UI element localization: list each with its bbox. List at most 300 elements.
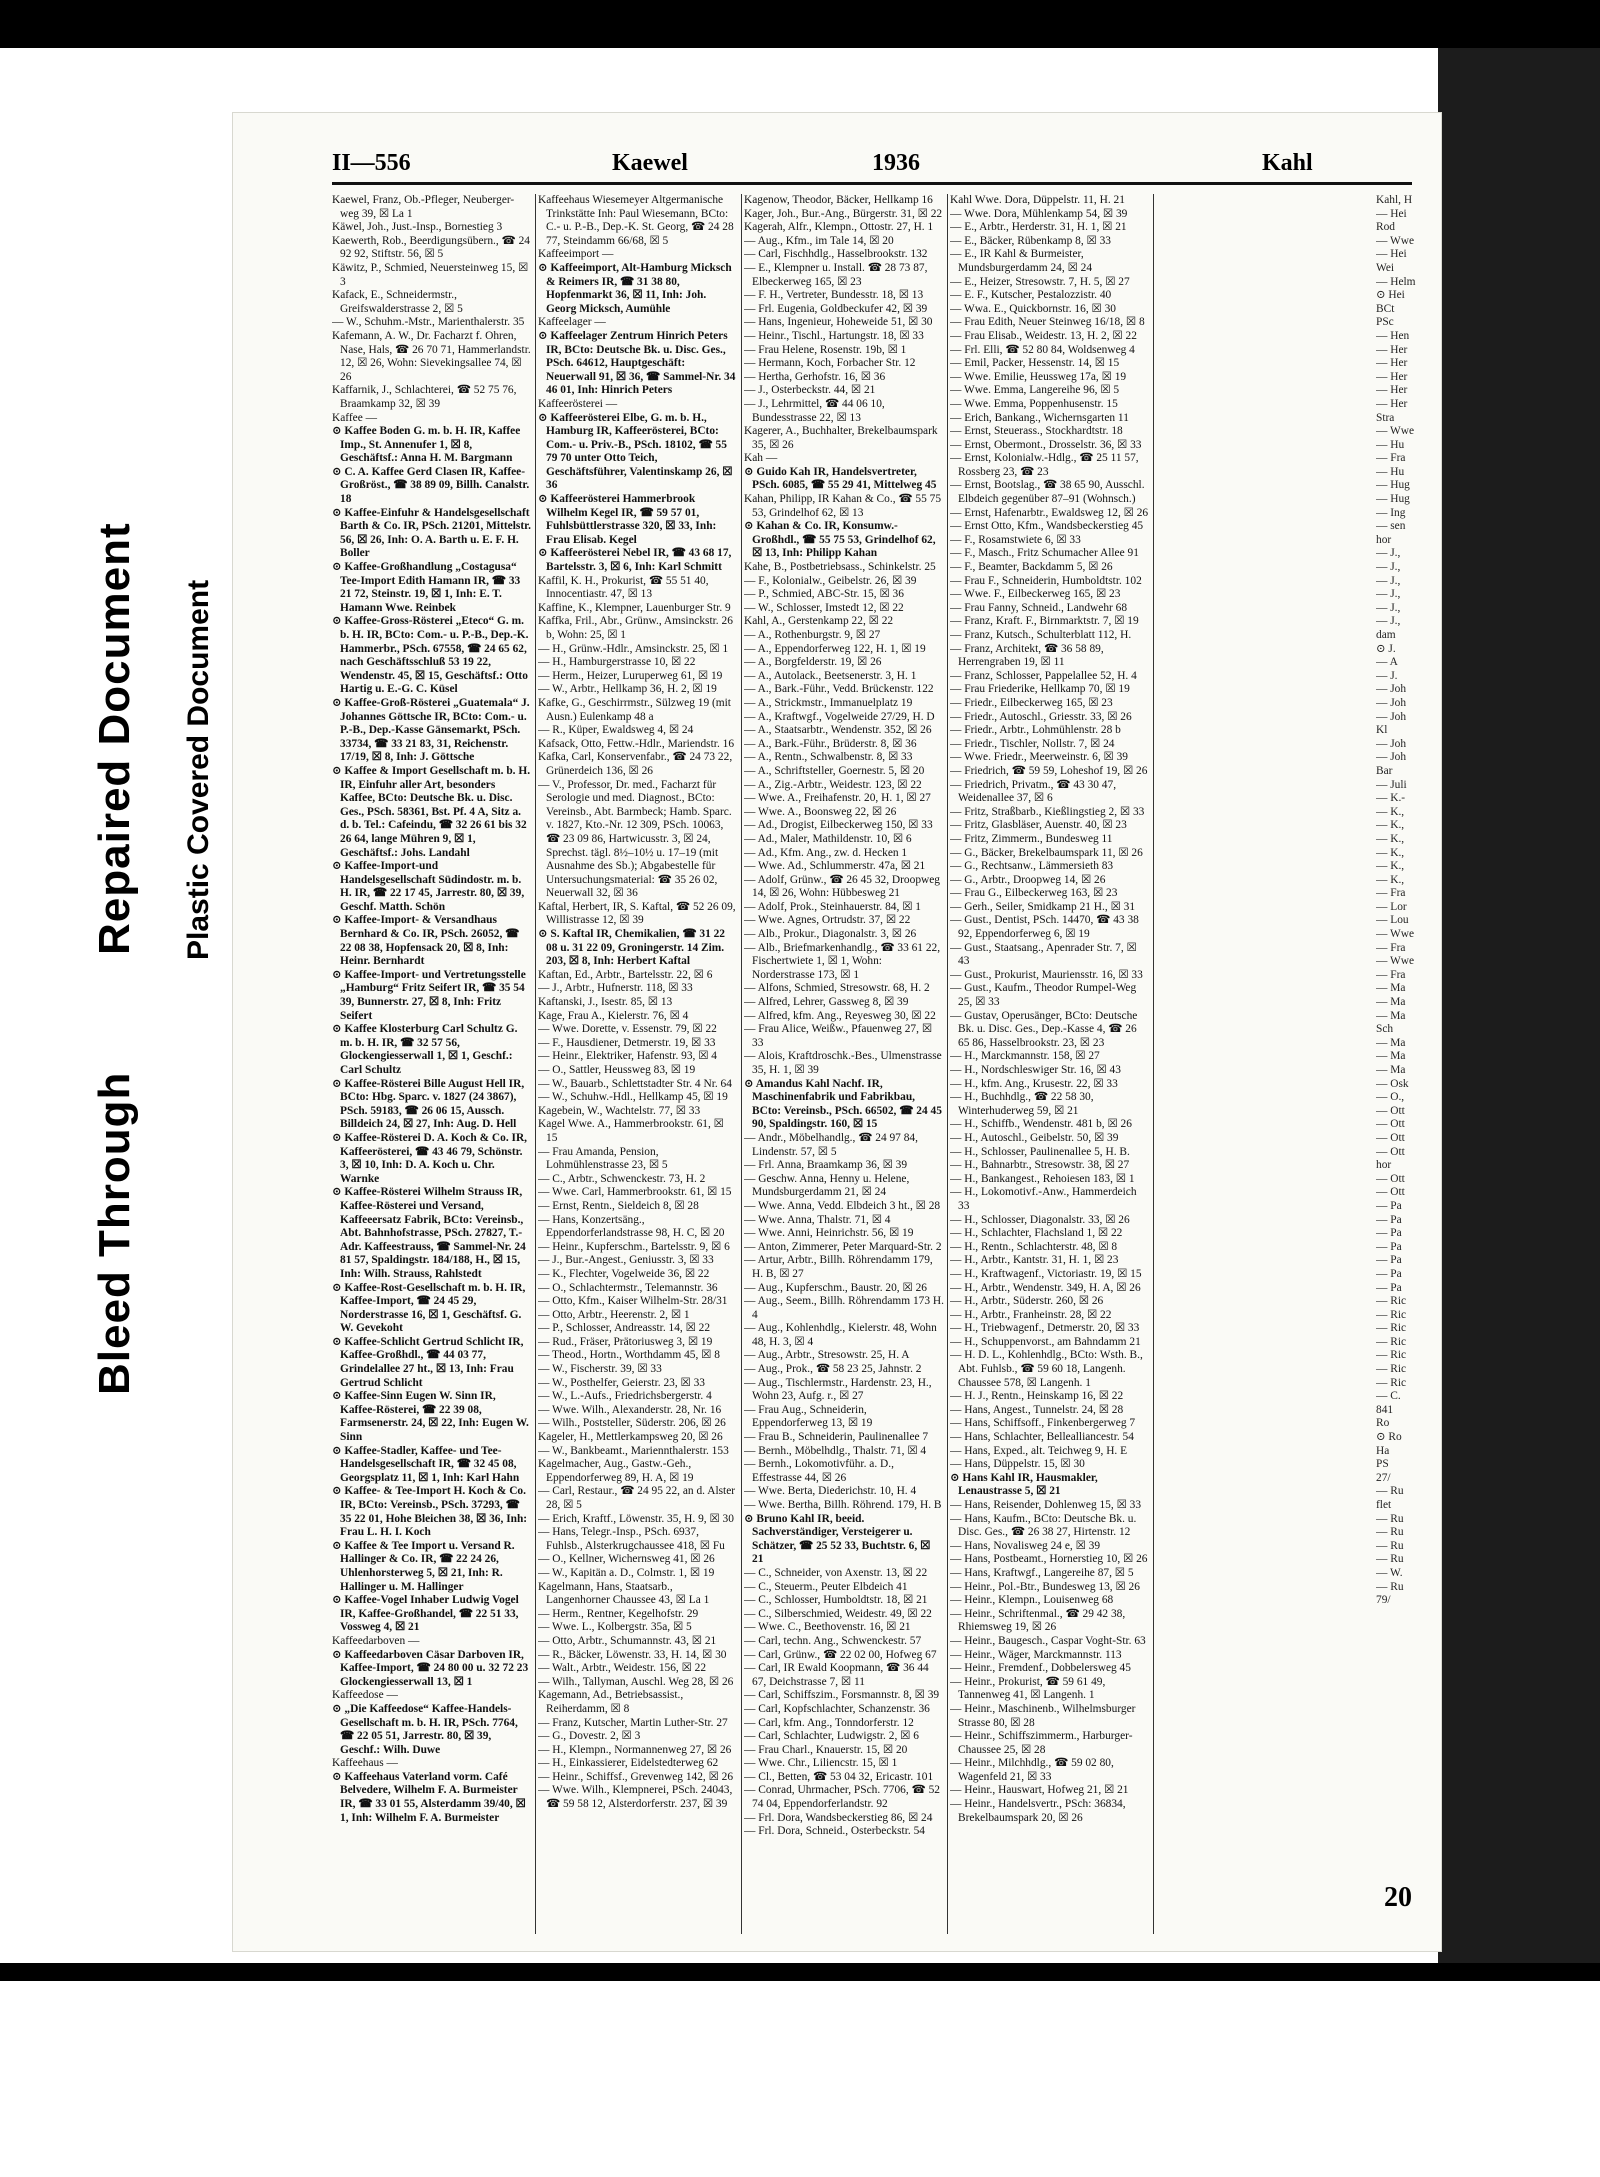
directory-entry: — Ad., Kfm. Ang., zw. d. Hecken 1 [744, 846, 908, 859]
directory-entry: — Heinr., Milchhdlg., ☎ 59 02 80, Wagenfeld 21, ☒ 33 [950, 1757, 1114, 1783]
directory-entry: — Frau Amanda, Pension, Lohmühlenstrasse 23, ☒ 5 [538, 1145, 668, 1172]
next-page-fragment: — Pa [1376, 1254, 1402, 1267]
directory-entry: — Hans, Kraftwgf., Langereihe 87, ☒ 5 [950, 1566, 1134, 1579]
directory-entry: — H. D. L., Kohlenhdlg., BCto: Wsth. B., Abt. Fuhlsb., ☎ 59 60 18, Langenh. Chaussee 578, ☒ Langenh. 1 [950, 1349, 1143, 1389]
directory-entry: — Friedr., Tischler, Nollstr. 7, ☒ 24 [950, 737, 1115, 750]
next-page-fragment: — Ric [1376, 1363, 1407, 1376]
directory-entry: — Wilh., Tallyman, Auschl. Weg 28, ☒ 26 [538, 1675, 734, 1688]
directory-entry: — F., Masch., Fritz Schumacher Allee 91 [950, 547, 1139, 560]
directory-entry: — Conrad, Uhrmacher, PSch. 7706, ☎ 52 74 04, Eppendorferlandstr. 92 [744, 1784, 940, 1811]
directory-entry: — Friedr., Eilbeckerweg 165, ☒ 23 [950, 696, 1113, 709]
directory-entry: — Fritz, Straßbarb., Kießlingstieg 2, ☒ 33 [950, 805, 1145, 818]
next-page-fragment: — J., [1376, 588, 1401, 601]
next-page-fragment: Kl [1376, 724, 1388, 737]
directory-entry: — Frl. Dora, Schneid., Osterbeckstr. 54 [744, 1825, 925, 1838]
directory-entry: — W., Schuhm.-Mstr., Marienthalerstr. 35 [332, 316, 525, 329]
directory-entry: — Wwe. C., Beethovenstr. 16, ☒ 21 [744, 1621, 911, 1634]
directory-entry: — Ernst, Kolonialw.-Hdlg., ☎ 25 11 57, Rossberg 23, ☎ 23 [950, 452, 1139, 478]
next-page-fragment: — Wwe [1376, 928, 1415, 941]
next-page-fragment: — Pa [1376, 1227, 1402, 1240]
directory-entry: Kagelmacher, Aug., Gastw.-Geh., Eppendorferweg 89, H. A, ☒ 19 [538, 1458, 694, 1484]
next-page-fragment: — Ott [1376, 1118, 1405, 1131]
directory-entry: ⊙ Kaffeeimport, Alt-Hamburg Micksch & Reimers IR, ☎ 31 38 80, Hopfenmarkt 36, ☒ 11, Inh: Joh. Georg Micksch, Aumühle [538, 261, 732, 315]
page-number: II—556 [332, 150, 411, 176]
directory-entry: — A., Schriftsteller, Goernestr. 5, ☒ 20 [744, 764, 925, 777]
directory-entry: Kaffeeimport — [538, 248, 614, 261]
column-divider [741, 194, 742, 1934]
directory-entry: — H., Grünw.-Hdlr., Amsinckstr. 25, ☒ 1 [538, 642, 729, 655]
left-headword: Kaewel [612, 150, 688, 176]
next-page-fragment: Wei [1376, 261, 1395, 274]
next-page-fragment: 79/ [1376, 1594, 1391, 1607]
directory-entry: — G., Arbtr., Droopweg 14, ☒ 26 [950, 873, 1106, 886]
directory-entry: — H., Triebwagenf., Detmerstr. 20, ☒ 33 [950, 1322, 1140, 1335]
directory-entry: — Gust., Kaufm., Theodor Rumpel-Weg 25, ☒ 33 [950, 982, 1137, 1009]
next-page-fragment: — Joh [1376, 751, 1407, 764]
directory-entry: — C., Schneider, von Axenstr. 13, ☒ 22 [744, 1566, 928, 1579]
directory-entry: Kahan, Philipp, IR Kahan & Co., ☎ 55 75 53, Grindelhof 62, ☒ 13 [744, 493, 942, 519]
directory-entry: — Aug., Kfm., im Tale 14, ☒ 20 [744, 234, 894, 247]
directory-entry: ⊙ Kaffee Klosterburg Carl Schultz G. m. b. H. IR, ☎ 32 57 56, Glockengiesserwall 1, ☒ 1, Geschf.: Carl Schultz [332, 1023, 518, 1076]
directory-entry: — Alb., Prokur., Diagonalstr. 3, ☒ 26 [744, 928, 917, 941]
directory-entry: — Wwe. Dorette, v. Essenstr. 79, ☒ 22 [538, 1023, 717, 1036]
next-page-fragment: — Her [1376, 384, 1408, 397]
directory-entry: — W., Fischerstr. 39, ☒ 33 [538, 1363, 662, 1376]
directory-entry: — Carl, Kopfschlachter, Schanzenstr. 36 [744, 1702, 930, 1715]
next-page-fragment: ⊙ Hei [1376, 289, 1405, 302]
directory-entry: — A., Eppendorferweg 122, H. 1, ☒ 19 [744, 642, 926, 655]
directory-entry: — Wwe. Emma, Langereihe 96, ☒ 5 [950, 384, 1120, 397]
directory-entry: Kagel Wwe. A., Hammerbrookstr. 61, ☒ 15 [538, 1118, 724, 1144]
directory-entry: ⊙ Kaffee-Import- & Versandhaus Bernhard & Co. IR, PSch. 26052, ☎ 22 08 38, Hopfensack 20, ☒ 8, Inh: Heinr. Bernhardt [332, 914, 520, 968]
next-page-fragment: — Ott [1376, 1131, 1405, 1144]
directory-entry: — H., Schlosser, Diagonalstr. 33, ☒ 26 [950, 1213, 1130, 1226]
directory-entry: — Gerh., Seiler, Smidkamp 21 H., ☒ 31 [950, 900, 1136, 913]
next-page-fragment: Sch [1376, 1023, 1394, 1036]
directory-entry: ⊙ Kaffeedarboven Cäsar Darboven IR, Kaffee-Import, ☎ 24 80 00 u. 32 72 23 Glockengiesserwall 13, ☒ 1 [332, 1648, 529, 1688]
directory-entry: Kagerer, A., Buchhalter, Brekelbaumspark 35, ☒ 26 [744, 425, 938, 451]
directory-entry: — Herm., Rentner, Kegelhofstr. 29 [538, 1607, 699, 1620]
page-header [332, 150, 1412, 182]
directory-entry: — Wwe. A., Boonsweg 22, ☒ 26 [744, 805, 897, 818]
directory-entry: Kaffeedose — [332, 1689, 398, 1702]
directory-entry: — Frl. Anna, Braamkamp 36, ☒ 39 [744, 1159, 908, 1172]
directory-entry: — Wwe. Dora, Mühlenkamp 54, ☒ 39 [950, 207, 1128, 220]
directory-entry: — Geschw. Anna, Henny u. Helene, Mundsburgerdamm 21, ☒ 24 [744, 1172, 910, 1199]
directory-entry: — Frau B., Schneiderin, Paulinenallee 7 [744, 1431, 929, 1444]
directory-page [232, 112, 1442, 1952]
next-page-fragment: — Ru [1376, 1512, 1404, 1525]
directory-entry: — Frau G., Eilbeckerweg 163, ☒ 23 [950, 887, 1118, 900]
directory-entry: Kagerah, Alfr., Klempn., Ottostr. 27, H. 1 [744, 221, 934, 234]
directory-entry: ⊙ Kaffeehaus Vaterland vorm. Café Belvedere, Wilhelm F. A. Burmeister IR, ☎ 33 01 55, Alsterdamm 39/40, ☒ 1, Inh: Wilhelm F. A. Burmeister [332, 1770, 526, 1824]
directory-entry: — G., Rechtsanw., Lämmersieth 83 [950, 860, 1114, 873]
directory-entry: — H., Arbtr., Franheinstr. 28, ☒ 22 [950, 1308, 1112, 1321]
directory-entry: — Heinr., Schiffsf., Grevenweg 142, ☒ 26 [538, 1770, 734, 1783]
directory-entry: — H., Arbtr., Wendenstr. 349, H. A, ☒ 26 [950, 1281, 1141, 1294]
directory-entry: ⊙ Kaffee & Tee Import u. Versand R. Hallinger & Co. IR, ☎ 22 24 26, Uhlenhorsterweg 5, ☒ 21, Inh: R. Hallinger u. M. Hallinger [332, 1539, 515, 1593]
directory-entry: ⊙ Guido Kah IR, Handelsvertreter, PSch. 6085, ☎ 55 29 41, Mittelweg 45 [744, 465, 937, 492]
directory-entry: — Heinr., Klempn., Louisenweg 68 [950, 1594, 1114, 1607]
next-page-fragment: — Hei [1376, 207, 1407, 220]
directory-entry: Kah — [744, 452, 778, 465]
directory-entry: — Carl, IR Ewald Koopmann, ☎ 36 44 67, Deichstrasse 7, ☒ 11 [744, 1662, 929, 1688]
directory-entry: — E., Bäcker, Rübenkamp 8, ☒ 33 [950, 234, 1111, 247]
directory-entry: Kaftal, Herbert, IR, S. Kaftal, ☎ 52 26 09, Willistrasse 12, ☒ 39 [538, 900, 736, 927]
next-page-fragment: — Hu [1376, 438, 1405, 451]
directory-entry: Kahe, B., Postbetriebsass., Schinkelstr. 25 [744, 561, 936, 574]
next-page-fragment: — Ott [1376, 1104, 1405, 1117]
next-page-fragment: — Her [1376, 370, 1408, 383]
directory-entry: — Gust., Prokurist, Mauriensstr. 16, ☒ 33 [950, 968, 1143, 981]
directory-entry: — Friedr., Autoschl., Griesstr. 33, ☒ 26 [950, 710, 1132, 723]
directory-entry: — H., Arbtr., Kantstr. 31, H. 1, ☒ 23 [950, 1254, 1119, 1267]
right-headword: Kahl [1262, 150, 1313, 176]
directory-entry: Kafsack, Otto, Fettw.-Hdlr., Mariendstr. 16 [538, 737, 735, 750]
directory-entry: — Heinr., Fremdenf., Dobbelersweg 45 [950, 1662, 1131, 1675]
directory-entry: — Carl, Restaur., ☎ 24 95 22, an d. Alster 28, ☒ 5 [538, 1485, 736, 1511]
directory-entry: — Wilh., Poststeller, Süderstr. 206, ☒ 26 [538, 1417, 726, 1430]
next-page-fragment: — Her [1376, 357, 1408, 370]
next-page-fragment: ⊙ J. [1376, 642, 1396, 655]
directory-entry: — P., Schlosser, Andreasstr. 14, ☒ 22 [538, 1322, 711, 1335]
directory-entry: — Franz, Architekt, ☎ 36 58 89, Herrengraben 19, ☒ 11 [950, 642, 1104, 669]
next-page-fragment: Bar [1376, 764, 1393, 777]
directory-entry: — Frau Aug., Schneiderin, Eppendorferweg 13, ☒ 19 [744, 1403, 873, 1430]
next-page-fragment: — C. [1376, 1390, 1401, 1403]
directory-entry: ⊙ Kaffeerösterei Nebel IR, ☎ 43 68 17, Bartelsstr. 3, ☒ 6, Inh: Karl Schmitt [538, 547, 732, 574]
directory-entry: ⊙ „Die Kaffeedose“ Kaffee-Handels-Gesellschaft m. b. H. IR, PSch. 7764, ☎ 22 05 51, Jarrestr. 80, ☒ 39, Geschf.: Wilh. Duwe [332, 1702, 518, 1756]
directory-entry: — Wwe. Emma, Poppenhusenstr. 15 [950, 397, 1118, 410]
directory-entry: — Frau Charl., Knauerstr. 15, ☒ 20 [744, 1743, 908, 1756]
directory-entry: — G., Dovestr. 2, ☒ 3 [538, 1730, 641, 1743]
directory-entry: — A., Bark.-Führ., Brüderstr. 8, ☒ 36 [744, 737, 917, 750]
next-page-fragment: — K., [1376, 873, 1405, 886]
scan-top-border [0, 0, 1600, 48]
directory-entry: ⊙ Kaffeerösterei Hammerbrook Wilhelm Kegel IR, ☎ 59 57 01, Fuhlsbüttlerstrasse 320, ☒ 33, Inh: Frau Elisab. Kegel [538, 493, 717, 546]
directory-entry: — V., Professor, Dr. med., Facharzt für Serologie und med. Diagnost., BCto: Vereinsb., Abt. Barmbeck; Hamb. Sparc. v. 1827, Kto.-Nr. 12 309, PSch. 10063, ☎ 23 09 86, Hartwicusstr. 3, ☒ 24, Sprechst. tägl. 8½–10½ u. 17–19 (mit Ausnahme des Sb.); Abgabestelle für Untersuchungsmaterial: ☎ 35 26 02, Neuerwall 32, ☒ 36 [538, 778, 732, 900]
directory-entry: — J., Lehrmittel, ☎ 44 06 10, Bundesstrasse 22, ☒ 13 [744, 397, 885, 424]
directory-entry: — A., Rentn., Schwalbenstr. 8, ☒ 33 [744, 751, 913, 764]
directory-entry: — C., Arbtr., Schwenckestr. 73, H. 2 [538, 1172, 706, 1185]
directory-entry: Käwel, Joh., Just.-Insp., Bornestieg 3 [332, 221, 503, 234]
directory-entry: — H., Hamburgerstrasse 10, ☒ 22 [538, 656, 696, 669]
directory-entry: — Heinr., Wäger, Marckmannstr. 113 [950, 1648, 1122, 1661]
directory-entry: — J., Osterbeckstr. 44, ☒ 21 [744, 384, 876, 397]
directory-entry: Kageler, H., Mettlerkampsweg 20, ☒ 26 [538, 1431, 723, 1444]
directory-entry: — Wwe. Ad., Schlummerstr. 47a, ☒ 21 [744, 860, 926, 873]
directory-entry: Kaftanski, J., Isestr. 85, ☒ 13 [538, 996, 673, 1009]
next-page-fragment: — Joh [1376, 696, 1407, 709]
directory-entry: Kaffeedarboven — [332, 1634, 420, 1647]
next-page-fragment: — Osk [1376, 1077, 1409, 1090]
directory-entry: Kahl, A., Gerstenkamp 22, ☒ 22 [744, 615, 894, 628]
next-page-fragment: — J., [1376, 601, 1401, 614]
label-repaired-document: Repaired Document [90, 522, 139, 955]
directory-entry: — Aug., Kupferschm., Baustr. 20, ☒ 26 [744, 1281, 927, 1294]
directory-entry: ⊙ Kaffee-Einfuhr & Handelsgesellschaft Barth & Co. IR, PSch. 21201, Mittelstr. 56, ☒ 26, Inh: O. A. Barth u. E. F. H. Boller [332, 506, 531, 560]
directory-entry: — Wwe. Anna, Thalstr. 71, ☒ 4 [744, 1213, 891, 1226]
directory-entry: — Otto, Arbtr., Heerenstr. 2, ☒ 1 [538, 1308, 690, 1321]
next-page-fragment: — Pa [1376, 1240, 1402, 1253]
directory-entry: ⊙ Amandus Kahl Nachf. IR, Maschinenfabrik und Fabrikbau, BCto: Vereinsb., PSch. 66502, ☎ 24 45 90, Spaldingstr. 160, ☒ 15 [744, 1077, 942, 1131]
directory-entry: — Heinr., Handelsvertr., PSch: 36834, Brekelbaumspark 20, ☒ 26 [950, 1798, 1126, 1824]
directory-entry: — A., Strickmstr., Immanuelplatz 19 [744, 696, 913, 709]
next-page-fragment: 841 [1376, 1403, 1394, 1416]
label-plastic-covered: Plastic Covered Document [182, 579, 215, 960]
directory-entry: Kafke, G., Geschirrmstr., Sülzweg 19 (mit Ausn.) Eulenkamp 48 a [538, 696, 731, 723]
directory-entry: — O., Kellner, Wichernsweg 41, ☒ 26 [538, 1553, 715, 1566]
directory-entry: — Wwe. L., Kolbergstr. 35a, ☒ 5 [538, 1621, 692, 1634]
directory-entry: Kager, Joh., Bur.-Ang., Bürgerstr. 31, ☒ 22 [744, 207, 943, 220]
directory-entry: — Adolf, Grünw., ☎ 26 45 32, Droopweg 14, ☒ 26, Wohn: Hübbesweg 21 [744, 873, 940, 900]
column-4 [950, 194, 1150, 1954]
directory-entry: ⊙ Kaffeelager Zentrum Hinrich Peters IR, BCto: Deutsche Bk. u. Disc. Ges., PSch. 64612, Hauptgeschäft: Neuerwall 91, ☒ 36, ☎ Sammel-Nr. 34 46 01, Inh: Hinrich Peters [538, 329, 736, 397]
directory-entry: — Alfred, Lehrer, Gassweg 8, ☒ 39 [744, 996, 909, 1009]
next-page-fragment: — Ru [1376, 1580, 1404, 1593]
directory-entry: — H., Nordschleswiger Str. 16, ☒ 43 [950, 1064, 1121, 1076]
directory-entry: — Frl. Dora, Wandsbeckerstieg 86, ☒ 24 [744, 1811, 933, 1824]
scan-right-edge [1438, 48, 1600, 1963]
next-page-fragment: — Ma [1376, 1009, 1406, 1022]
next-page-fragment: — Ru [1376, 1539, 1404, 1552]
directory-entry: — Heinr., Pol.-Btr., Bundesweg 13, ☒ 26 [950, 1580, 1140, 1593]
directory-entry: — A., Rothenburgstr. 9, ☒ 27 [744, 629, 881, 641]
directory-entry: — J., Bur.-Angest., Geniusstr. 3, ☒ 33 [538, 1254, 714, 1267]
directory-entry: — O., Sattler, Heussweg 83, ☒ 19 [538, 1064, 696, 1076]
directory-entry: ⊙ Kaffee-Rösterei Wilhelm Strauss IR, Kaffee-Rösterei und Versand, Kaffeeersatz Fabrik, BCto: Vereinsb., Abt. Bahnhofstrasse, PSch. 27827, T.-Adr. Kaffeestrauss, ☎ Sammel-Nr. 24 81 57, Spaldingstr. 184/188, H., ☒ 15, Inh: Wilh. Strauss, Rahlstedt [332, 1186, 526, 1280]
next-page-fragment: — Joh [1376, 737, 1407, 750]
directory-entry: Kaewel, Franz, Ob.-Pfleger, Neuberger-weg 39, ☒ La 1 [332, 194, 515, 220]
header-rule [332, 182, 1412, 185]
next-page-fragment: — Wwe [1376, 955, 1415, 968]
column-2 [538, 194, 738, 1954]
next-page-fragment: — Fra [1376, 941, 1406, 954]
directory-entry: Kafack, E., Schneidermstr., Greifswalderstrasse 2, ☒ 5 [332, 289, 463, 315]
directory-entry: — Theod., Hortn., Worthdamm 45, ☒ 8 [538, 1349, 720, 1362]
next-page-fragment: — Joh [1376, 683, 1407, 696]
column-divider [947, 194, 948, 1934]
directory-entry: — Frau Helene, Rosenstr. 19b, ☒ 1 [744, 343, 907, 356]
directory-entry: — W., Arbtr., Hellkamp 36, H. 2, ☒ 19 [538, 683, 717, 696]
directory-entry: — H., kfm. Ang., Krusestr. 22, ☒ 33 [950, 1077, 1118, 1090]
next-page-fragment: — K., [1376, 805, 1405, 818]
directory-entry: ⊙ S. Kaftal IR, Chemikalien, ☎ 31 22 08 u. 31 22 09, Groningerstr. 14 Zim. 203, ☒ 8, Inh: Herbert Kaftal [538, 928, 726, 968]
next-page-fragment: — O., [1376, 1091, 1405, 1104]
directory-entry: — A., Kraftwgf., Vogelweide 27/29, H. D [744, 710, 935, 723]
directory-entry: ⊙ C. A. Kaffee Gerd Clasen IR, Kaffee-Großröst., ☎ 38 89 09, Billh. Canalstr. 18 [332, 465, 530, 506]
directory-entry: — C., Steuerm., Peuter Elbdeich 41 [744, 1580, 908, 1593]
next-page-fragment: — Ru [1376, 1485, 1404, 1498]
directory-entry: — H., Arbtr., Süderstr. 260, ☒ 26 [950, 1295, 1104, 1308]
directory-entry: — F., Beamter, Backdamm 5, ☒ 26 [950, 561, 1113, 574]
next-page-fragment: — Fra [1376, 452, 1406, 465]
directory-entry: — R., Bäcker, Löwenstr. 33, H. 14, ☒ 30 [538, 1648, 727, 1661]
directory-entry: — Heinr., Tischl., Hartungstr. 18, ☒ 33 [744, 329, 924, 342]
next-page-fragment: 27/ [1376, 1471, 1391, 1484]
scan-bottom-margin [0, 1981, 1600, 2177]
directory-entry: ⊙ Kaffee-Rösterei D. A. Koch & Co. IR, Kaffeerösterei, ☎ 43 46 79, Schönstr. 3, ☒ 10, Inh: D. A. Koch u. Chr. Warnke [332, 1131, 528, 1185]
next-page-fragment: — Ma [1376, 1064, 1406, 1076]
column-divider [535, 194, 536, 1934]
directory-entry: ⊙ Kaffee-Import- und Vertretungsstelle „Hamburg“ Fritz Seifert IR, ☎ 35 54 39, Bunnerstr. 27, ☒ 8, Inh: Fritz Seifert [332, 968, 526, 1022]
next-page-fragment: — Hug [1376, 493, 1410, 506]
directory-entry: — E. F., Kutscher, Pestalozzistr. 40 [950, 289, 1112, 302]
next-page-fragment: PSc [1376, 316, 1394, 329]
directory-entry: ⊙ Kaffee-Gross-Rösterei „Eteco“ G. m. b. H. IR, BCto: Com.- u. P.-B., Dep.-K. Hammerbr., PSch. 67558, ☎ 24 65 62, nach Geschäftsschluß 53 19 22, Wendenstr. 45, ☒ 15, Geschäftsf.: Otto Hartig u. E.-G. C. Küsel [332, 615, 529, 696]
directory-entry: — Ernst, Obermont., Drosselstr. 36, ☒ 33 [950, 438, 1142, 451]
directory-entry: — H., Klempn., Normannenweg 27, ☒ 26 [538, 1743, 732, 1756]
directory-entry: — Hermann, Koch, Forbacher Str. 12 [744, 357, 916, 370]
directory-entry: ⊙ Hans Kahl IR, Hausmakler, Lenaustrasse 5, ☒ 21 [950, 1471, 1098, 1498]
directory-entry: — P., Schmied, ABC-Str. 15, ☒ 36 [744, 588, 904, 601]
directory-entry: — W., Bankbeamt., Mariennthalerstr. 153 [538, 1444, 729, 1457]
next-page-fragment: — Ma [1376, 996, 1406, 1009]
next-page-fragment: — Ott [1376, 1172, 1405, 1185]
directory-entry: — Heinr., Prokurist, ☎ 59 61 49, Tannenweg 41, ☒ Langenh. 1 [950, 1675, 1106, 1702]
next-page-fragment: — Ric [1376, 1308, 1407, 1321]
directory-entry: — Wwe. Friedr., Meerweinstr. 6, ☒ 39 [950, 751, 1128, 764]
directory-entry: ⊙ Kaffee-Import-und Handelsgesellschaft Südindostr. m. b. H. IR, ☎ 22 17 45, Jarrestr. 80, ☒ 39, Geschf. Matth. Schön [332, 860, 525, 913]
directory-entry: — Hans, Novalisweg 24 e, ☒ 39 [950, 1539, 1101, 1552]
next-page-fragment: — Joh [1376, 710, 1407, 723]
directory-entry: — Bernh., Möbelhdlg., Thalstr. 71, ☒ 4 [744, 1444, 927, 1457]
directory-entry: — Wwe. A., Freihafenstr. 20, H. 1, ☒ 27 [744, 792, 931, 805]
directory-entry: — Ernst, Steuerass., Stockhardtstr. 18 [950, 425, 1123, 438]
scan-bottom-border [0, 1963, 1600, 1981]
directory-entry: — Ernst Otto, Kfm., Wandsbeckerstieg 45 [950, 520, 1144, 533]
directory-entry: — Erich, Kraftf., Löwenstr. 35, H. 9, ☒ 30 [538, 1512, 734, 1525]
directory-entry: — A., Zig.-Arbtr., Weidestr. 123, ☒ 22 [744, 778, 922, 791]
directory-entry: — Hans, Ingenieur, Hoheweide 51, ☒ 30 [744, 316, 933, 329]
next-page-fragment: — J., [1376, 561, 1401, 574]
directory-entry: — F., Rosamstwiete 6, ☒ 33 [950, 533, 1081, 546]
directory-entry: — Cl., Betten, ☎ 53 04 32, Ericastr. 101 [744, 1770, 934, 1783]
directory-entry: — Friedrich, Privatm., ☎ 43 30 47, Weidenallee 37, ☒ 6 [950, 778, 1117, 805]
next-page-strip [1376, 194, 1442, 1934]
next-page-fragment: — J., [1376, 574, 1401, 587]
directory-entry: Kagenow, Theodor, Bäcker, Hellkamp 16 [744, 194, 933, 206]
next-page-fragment: Rod [1376, 221, 1395, 234]
directory-entry: — Heinr., Maschinenb., Wilhelmsburger Strasse 80, ☒ 28 [950, 1702, 1136, 1729]
directory-entry: — Friedrich, ☎ 59 59, Loheshof 19, ☒ 26 [950, 764, 1148, 777]
next-page-fragment: — K., [1376, 860, 1405, 873]
directory-entry: — F., Kolonialw., Geibelstr. 26, ☒ 39 [744, 574, 917, 587]
directory-entry: — Wwe. Carl, Hammerbrookstr. 61, ☒ 15 [538, 1186, 732, 1199]
directory-entry: — W., Schlosser, Imstedt 12, ☒ 22 [744, 601, 904, 614]
next-page-fragment: — J., [1376, 615, 1401, 628]
directory-entry: — Fritz, Glasbläser, Auenstr. 40, ☒ 23 [950, 819, 1127, 832]
next-page-fragment: — Hug [1376, 479, 1410, 492]
next-page-fragment: — Ing [1376, 506, 1406, 519]
directory-entry: — Artur, Arbtr., Billh. Röhrendamm 179, H. B, ☒ 27 [744, 1254, 933, 1280]
next-page-fragment: — K., [1376, 846, 1405, 859]
next-page-fragment: — J. [1376, 669, 1398, 682]
directory-entry: — H., Autoschl., Geibelstr. 50, ☒ 39 [950, 1131, 1119, 1144]
directory-entry: — Wwe. Wilh., Alexanderstr. 28, Nr. 16 [538, 1403, 722, 1416]
directory-entry: Kafemann, A. W., Dr. Facharzt f. Ohren, Nase, Hals, ☎ 26 70 71, Hammerlandstr. 12, ☒ 26, Wohn: Sievekingsallee 74, ☒ 26 [332, 329, 531, 383]
directory-entry: ⊙ Kaffee-Stadler, Kaffee- und Tee-Handelsgesellschaft IR, ☎ 32 45 08, Georgsplatz 11, ☒ 1, Inh: Karl Hahn [332, 1444, 520, 1484]
next-page-fragment: — Wwe [1376, 425, 1415, 438]
directory-entry: Kaewerth, Rob., Beerdigungsübern., ☎ 24 92 92, Stiftstr. 56, ☒ 5 [332, 234, 530, 261]
directory-entry: — Gustav, Operusänger, BCto: Deutsche Bk. u. Disc. Ges., Dep.-Kasse 4, ☎ 26 65 86, Hasselbrookstr. 23, ☒ 23 [950, 1009, 1138, 1049]
directory-entry: — H., Schiffb., Wendenstr. 481 b, ☒ 26 [950, 1118, 1132, 1131]
directory-entry: — H. J., Rentn., Heinskamp 16, ☒ 22 [950, 1390, 1124, 1403]
next-page-fragment: — Pa [1376, 1267, 1402, 1280]
directory-entry: — Bernh., Lokomotivführ. a. D., Effestrasse 44, ☒ 26 [744, 1458, 894, 1484]
next-page-fragment: — Wwe [1376, 234, 1415, 247]
next-page-fragment: — Ric [1376, 1295, 1407, 1308]
next-page-fragment: — Helm [1376, 275, 1416, 288]
next-page-fragment: Ro [1376, 1417, 1390, 1430]
next-page-fragment: — A [1376, 656, 1398, 669]
next-page-fragment: ⊙ Ro [1376, 1431, 1402, 1444]
next-page-fragment: — Pa [1376, 1213, 1402, 1226]
directory-entry: ⊙ Kaffee-Groß-Rösterei „Guatemala“ J. Johannes Göttsche IR, BCto: Com.- u. P.-B., Dep.-Kasse Gänsemarkt, PSch. 33734, ☎ 33 21 83, 31, Reichenstr. 17/19, ☒ 8, Inh: J. Göttsche [332, 696, 530, 764]
next-page-fragment: — Pa [1376, 1199, 1402, 1212]
directory-entry: — Hertha, Gerhofstr. 16, ☒ 36 [744, 370, 886, 383]
next-page-fragment: — Her [1376, 397, 1408, 410]
next-page-fragment: — Lor [1376, 900, 1407, 913]
directory-entry: ⊙ Bruno Kahl IR, beeid. Sachverständiger, Versteigerer u. Schätzer, ☎ 25 52 33, Buchtstr. 6, ☒ 21 [744, 1512, 931, 1566]
directory-entry: Kagebein, W., Wachtelstr. 77, ☒ 33 [538, 1104, 701, 1117]
directory-entry: — Hans, Kaufm., BCto: Deutsche Bk. u. Disc. Ges., ☎ 26 38 27, Hirtenstr. 12 [950, 1512, 1137, 1539]
directory-entry: — Otto, Kfm., Kaiser Wilhelm-Str. 28/31 [538, 1295, 728, 1308]
directory-entry: — Alfons, Schmied, Stresowstr. 68, H. 2 [744, 982, 930, 995]
column-3 [744, 194, 944, 1954]
column-divider [1153, 194, 1154, 1934]
directory-entry: — W., Schuhw.-Hdl., Hellkamp 45, ☒ 19 [538, 1091, 728, 1104]
directory-entry: — K., Flechter, Vogelweide 36, ☒ 22 [538, 1267, 710, 1280]
directory-entry: Kagemann, Ad., Betriebsassist., Reiherdamm, ☒ 8 [538, 1689, 684, 1715]
directory-entry: — Hans, Telegr.-Insp., PSch. 6937, Fuhlsb., Alsterkrugchaussee 418, ☒ Fu [538, 1526, 725, 1552]
directory-entry: — H., Einkassierer, Eidelstedterweg 62 [538, 1757, 719, 1770]
directory-entry: — H., Schlosser, Paulinenallee 5, H. B. [950, 1145, 1130, 1158]
directory-entry: — Frau Edith, Neuer Steinweg 16/18, ☒ 8 [950, 316, 1145, 329]
directory-entry: — H., Lokomotivf.-Anw., Hammerdeich 33 [950, 1186, 1137, 1212]
directory-entry: Kaffka, Fril., Abr., Grünw., Amsinckstr. 26 b, Wohn: 25, ☒ 1 [538, 615, 733, 641]
directory-entry: — Erich, Bankang., Wichernsgarten 11 [950, 411, 1129, 424]
directory-entry: — Hans, Reisender, Dohlenweg 15, ☒ 33 [950, 1499, 1142, 1511]
next-page-fragment: dam [1376, 629, 1396, 641]
directory-entry: — F., Hausdiener, Detmerstr. 19, ☒ 33 [538, 1036, 716, 1049]
directory-entry: — R., Küper, Ewaldsweg 4, ☒ 24 [538, 724, 694, 737]
directory-entry: — Frau Friederike, Hellkamp 70, ☒ 19 [950, 683, 1130, 696]
directory-entry: — W., Posthelfer, Geierstr. 23, ☒ 33 [538, 1376, 705, 1389]
next-page-fragment: Kahl, H [1376, 194, 1413, 206]
directory-entry: ⊙ Kaffee-Vogel Inhaber Ludwig Vogel IR, Kaffee-Großhandel, ☎ 22 51 33, Vossweg 4, ☒ 21 [332, 1594, 519, 1634]
directory-entry: — Wwe. Bertha, Billh. Röhrend. 179, H. B [744, 1499, 942, 1511]
directory-entry: — Carl, Schlachter, Ludwigstr. 2, ☒ 6 [744, 1730, 919, 1743]
directory-entry: Kaffeerösterei — [538, 397, 618, 410]
directory-entry: — Wwe. Anni, Heinrichstr. 56, ☒ 19 [744, 1227, 914, 1240]
directory-entry: — F. H., Vertreter, Bundesstr. 18, ☒ 13 [744, 289, 924, 302]
directory-entry: — Andr., Möbelhandlg., ☎ 24 97 84, Lindenstr. 57, ☒ 5 [744, 1131, 918, 1158]
directory-entry: — Aug., Prok., ☎ 58 23 25, Jahnstr. 2 [744, 1363, 922, 1376]
directory-entry: — W., L.-Aufs., Friedrichsbergerstr. 4 [538, 1390, 712, 1403]
directory-entry: — H., Kraftwagenf., Victoriastr. 19, ☒ 15 [950, 1267, 1142, 1280]
next-page-fragment: — Ott [1376, 1145, 1405, 1158]
directory-entry: ⊙ Kaffee-Rost-Gesellschaft m. b. H. IR, Kaffee-Import, ☎ 24 45 29, Norderstrasse 16, ☒ 1, Geschäftsf. G. W. Gevekoht [332, 1281, 526, 1335]
directory-entry: — Wwa. E., Quickbornstr. 16, ☒ 30 [950, 302, 1116, 315]
directory-entry: — Gust., Staatsang., Apenrader Str. 7, ☒ 43 [950, 941, 1137, 968]
directory-entry: Kaffarnik, J., Schlachterei, ☎ 52 75 76, Braamkamp 32, ☒ 39 [332, 384, 517, 410]
directory-entry: ⊙ Kahan & Co. IR, Konsumw.-Großhdl., ☎ 55 75 53, Grindelhof 62, ☒ 13, Inh: Philipp Kahan [744, 520, 936, 560]
directory-entry: — H., Bankangest., Rehoiesen 183, ☒ 1 [950, 1172, 1135, 1185]
directory-entry: Kage, Frau A., Kielerstr. 76, ☒ 4 [538, 1009, 689, 1022]
next-page-number: 20 [1384, 1882, 1412, 1913]
directory-entry: Kagelmann, Hans, Staatsarb., Langenhorner Chaussee 43, ☒ La 1 [538, 1580, 710, 1607]
